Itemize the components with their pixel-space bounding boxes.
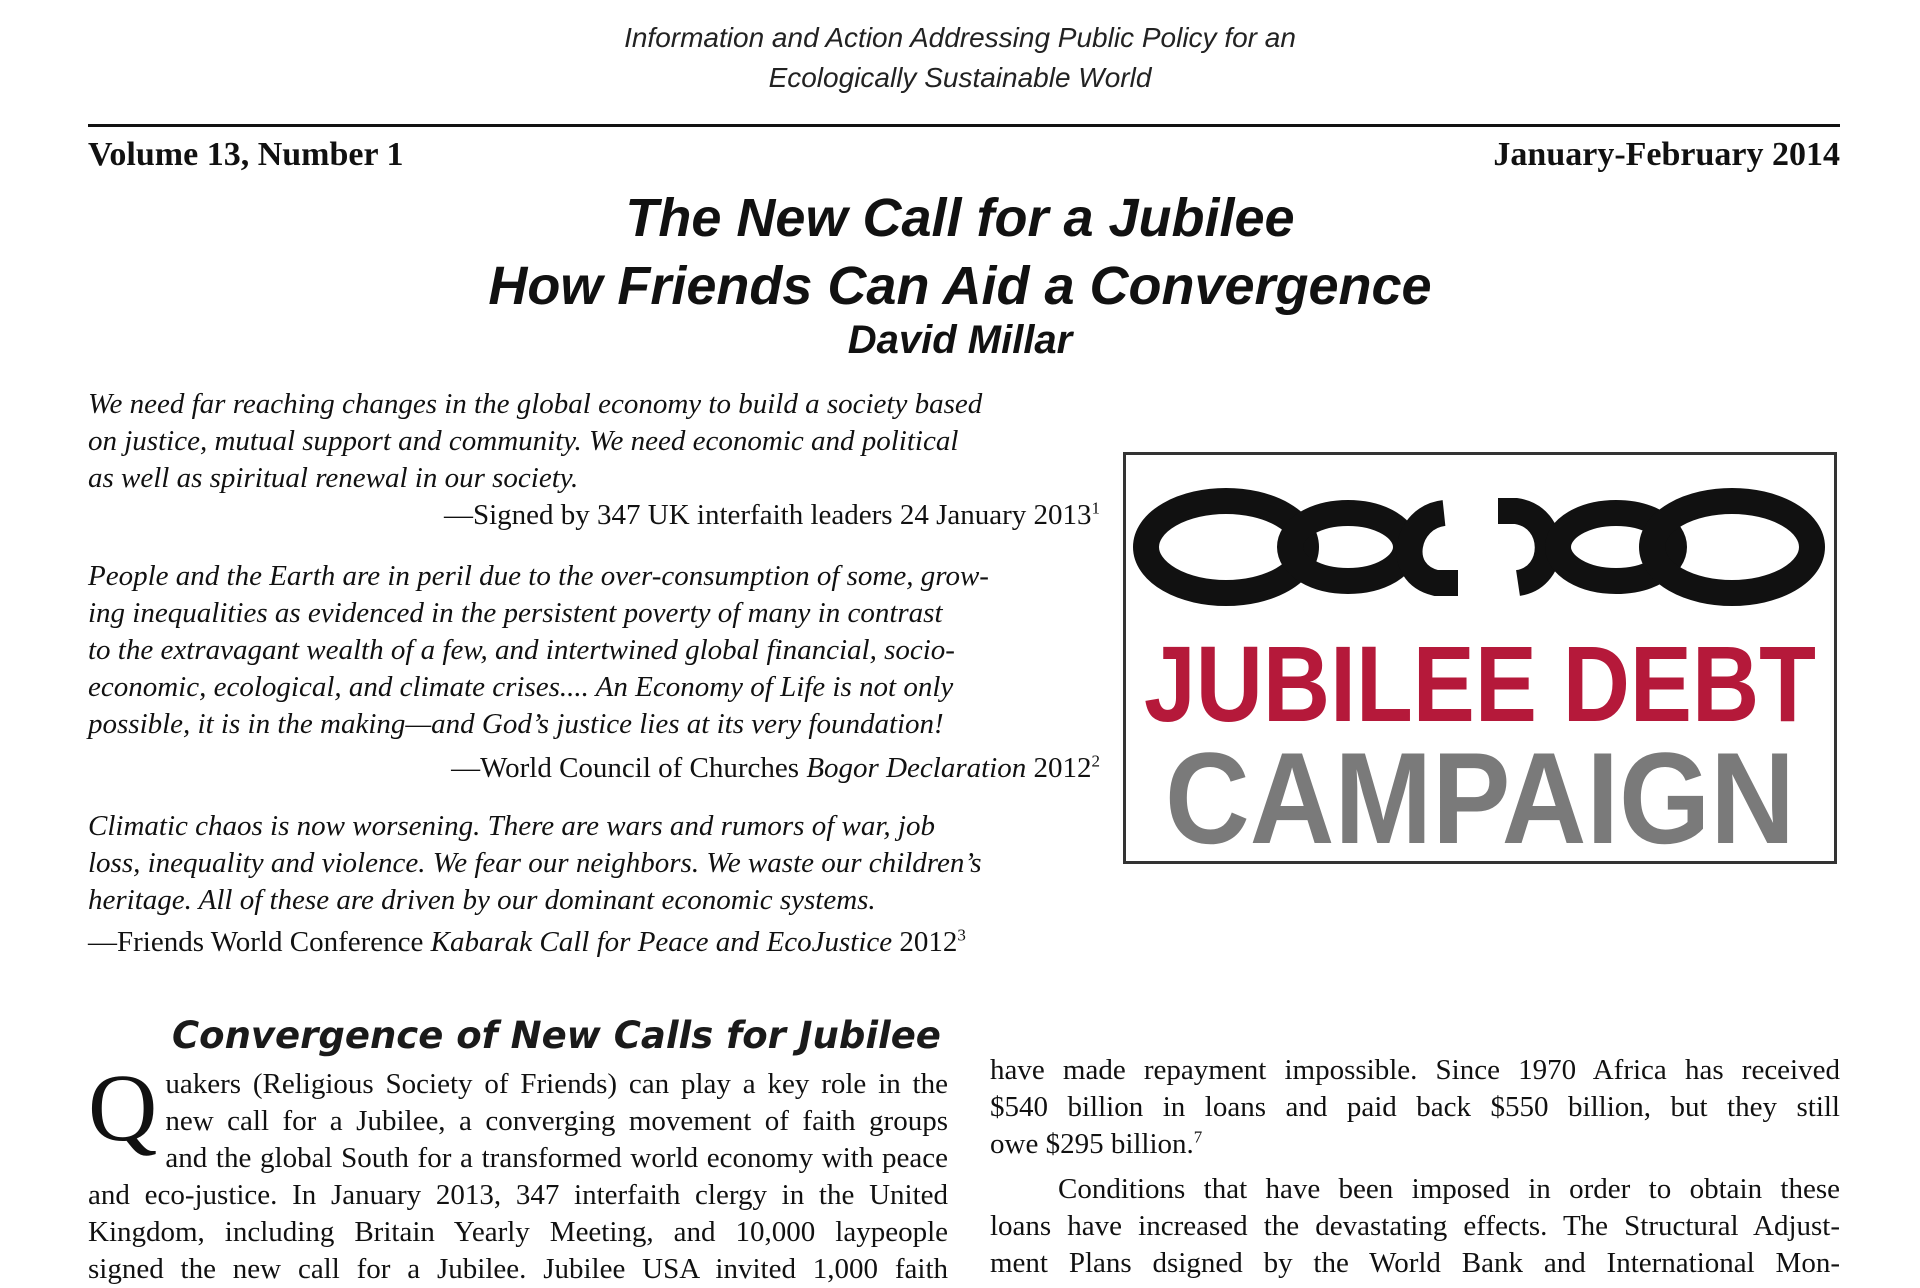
attribution-year: 2012 bbox=[1026, 752, 1092, 784]
chain-link-broken-right bbox=[1498, 511, 1548, 583]
body-right-column bbox=[990, 1052, 1840, 1282]
chain-link-broken-left bbox=[1410, 513, 1458, 583]
body-line: loans have increased the devastating effects. The Structural Adjust- bbox=[990, 1210, 1840, 1242]
body-left-column bbox=[88, 1054, 948, 1288]
footnote-marker: 2 bbox=[1091, 751, 1100, 771]
epigraph-line: to the extravagant wealth of a few, and intertwined global financial, socio- bbox=[88, 634, 955, 666]
attribution-work-title: Kabarak Call for Peace and EcoJustice bbox=[430, 926, 893, 958]
body-line: have made repayment impossible. Since 1970 Africa has received bbox=[990, 1054, 1840, 1086]
body-line bbox=[990, 1126, 1840, 1163]
issue-volume: Volume 13, Number 1 bbox=[88, 136, 404, 173]
article-title-line1: The New Call for a Jubilee bbox=[625, 188, 1295, 248]
body-text: owe $295 billion. bbox=[990, 1128, 1194, 1160]
attribution-work-title: Bogor Declaration bbox=[806, 752, 1027, 784]
epigraph-line: possible, it is in the making—and God’s justice lies at its very foundation! bbox=[88, 708, 944, 740]
epigraph-line: ing inequalities as evidenced in the persistent poverty of many in contrast bbox=[88, 597, 943, 629]
epigraph-2-attribution bbox=[88, 750, 1100, 787]
article-author: David Millar bbox=[847, 318, 1073, 362]
footnote-marker: 7 bbox=[1193, 1127, 1203, 1147]
attribution-text: —World Council of Churches bbox=[451, 752, 807, 784]
body-line: and the global South for a transformed world economy with peace bbox=[165, 1142, 948, 1174]
epigraph-1-attribution bbox=[88, 497, 1100, 534]
body-line: $540 billion in loans and paid back $550 billion, but they still bbox=[990, 1091, 1840, 1123]
epigraph-line: Climatic chaos is now worsening. There are wars and rumors of war, job bbox=[88, 810, 935, 842]
body-line: signed the new call for a Jubilee. Jubilee USA invited 1,000 faith bbox=[88, 1253, 948, 1285]
broken-chain-icon bbox=[1126, 455, 1834, 871]
epigraph-line: We need far reaching changes in the global economy to build a society based bbox=[88, 388, 983, 420]
body-line: new call for a Jubilee, a converging movement of faith groups bbox=[165, 1105, 948, 1137]
epigraph-3 bbox=[88, 808, 1100, 919]
epigraph-line: People and the Earth are in peril due to the over-consumption of some, grow- bbox=[88, 560, 989, 592]
jubilee-debt-campaign-logo bbox=[1123, 452, 1837, 871]
logo-text-line2: CAMPAIGN bbox=[1165, 725, 1795, 871]
epigraph-2 bbox=[88, 558, 1100, 743]
footnote-marker: 1 bbox=[1091, 498, 1100, 518]
attribution-year: 2012 bbox=[892, 926, 958, 958]
masthead-tagline-line2: Ecologically Sustainable World bbox=[768, 62, 1152, 93]
epigraph-line: as well as spiritual renewal in our society. bbox=[88, 462, 579, 494]
body-line: uakers (Religious Society of Friends) can play a key role in the bbox=[165, 1068, 948, 1100]
epigraph-line: loss, inequality and violence. We fear our neighbors. We waste our children’s bbox=[88, 847, 982, 879]
epigraph-1 bbox=[88, 386, 1100, 497]
epigraph-3-attribution bbox=[88, 924, 966, 961]
masthead-rule bbox=[88, 124, 1840, 127]
issue-date: January-February 2014 bbox=[1493, 136, 1840, 173]
footnote-marker: 3 bbox=[957, 925, 966, 945]
section-heading: Convergence of New Calls for Jubilee bbox=[172, 1014, 941, 1057]
body-line: Conditions that have been imposed in order to obtain these bbox=[1058, 1173, 1840, 1205]
drop-cap: Q bbox=[88, 1054, 158, 1161]
body-line: and eco-justice. In January 2013, 347 interfaith clergy in the United bbox=[88, 1179, 948, 1211]
article-title-line2: How Friends Can Aid a Convergence bbox=[488, 256, 1432, 316]
epigraph-line: economic, ecological, and climate crises.... An Economy of Life is not only bbox=[88, 671, 954, 703]
epigraph-line: on justice, mutual support and community. We need economic and political bbox=[88, 425, 959, 457]
epigraph-line: heritage. All of these are driven by our dominant economic systems. bbox=[88, 884, 876, 916]
masthead-tagline-line1: Information and Action Addressing Public Policy for an bbox=[624, 22, 1296, 53]
body-line: ment Plans dsigned by the World Bank and International Mon- bbox=[990, 1247, 1840, 1279]
attribution-text: —Signed by 347 UK interfaith leaders 24 January 2013 bbox=[443, 499, 1092, 531]
body-line: Kingdom, including Britain Yearly Meeting, and 10,000 laypeople bbox=[88, 1216, 948, 1248]
attribution-text: —Friends World Conference bbox=[88, 926, 431, 958]
logo-text-line1: JUBILEE DEBT bbox=[1144, 623, 1816, 744]
